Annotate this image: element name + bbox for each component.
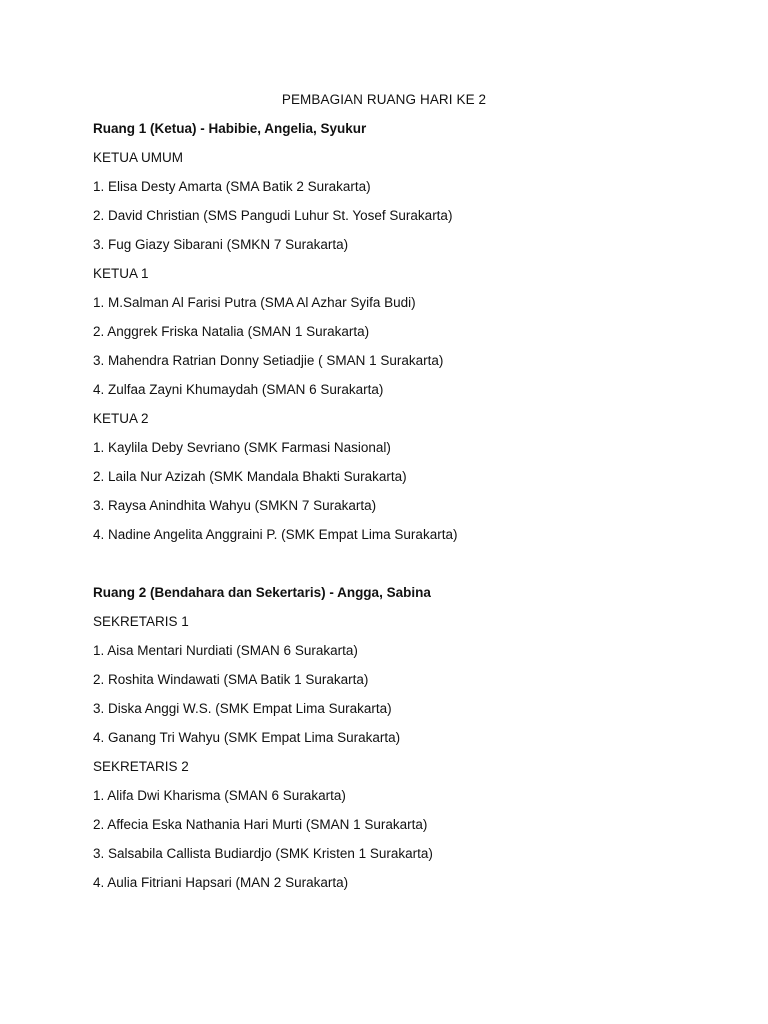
section-sekretaris-1-label: SEKRETARIS 1 xyxy=(93,614,189,629)
document-title: PEMBAGIAN RUANG HARI KE 2 xyxy=(281,92,487,107)
section-sekretaris-2-label: SEKRETARIS 2 xyxy=(93,759,189,774)
list-item: 4. Nadine Angelita Anggraini P. (SMK Empat Lima Surakarta) xyxy=(93,527,458,542)
list-item: 4. Aulia Fitriani Hapsari (MAN 2 Surakarta) xyxy=(93,875,349,890)
list-item: 2. Affecia Eska Nathania Hari Murti (SMAN 1 Surakarta) xyxy=(93,817,428,832)
section-ketua-2-label: KETUA 2 xyxy=(93,411,149,426)
room-2-heading: Ruang 2 (Bendahara dan Sekertaris) - Angga, Sabina xyxy=(93,585,431,600)
list-item: 3. Fug Giazy Sibarani (SMKN 7 Surakarta) xyxy=(93,237,349,252)
list-item: 4. Zulfaa Zayni Khumaydah (SMAN 6 Surakarta) xyxy=(93,382,384,397)
list-item: 1. Elisa Desty Amarta (SMA Batik 2 Surakarta) xyxy=(93,179,371,194)
list-item: 3. Diska Anggi W.S. (SMK Empat Lima Surakarta) xyxy=(93,701,392,716)
list-item: 1. Aisa Mentari Nurdiati (SMAN 6 Surakarta) xyxy=(93,643,358,658)
list-item: 3. Salsabila Callista Budiardjo (SMK Kristen 1 Surakarta) xyxy=(93,846,433,861)
list-item: 3. Raysa Anindhita Wahyu (SMKN 7 Surakarta) xyxy=(93,498,377,513)
section-ketua-umum-label: KETUA UMUM xyxy=(93,150,184,165)
room-separator xyxy=(93,555,733,584)
list-item: 1. Alifa Dwi Kharisma (SMAN 6 Surakarta) xyxy=(93,788,346,803)
room-1-heading: Ruang 1 (Ketua) - Habibie, Angelia, Syukur xyxy=(93,121,367,136)
list-item: 2. Laila Nur Azizah (SMK Mandala Bhakti Surakarta) xyxy=(93,469,407,484)
document-body xyxy=(93,120,733,903)
list-item: 3. Mahendra Ratrian Donny Setiadjie ( SMAN 1 Surakarta) xyxy=(93,353,444,368)
list-item: 4. Ganang Tri Wahyu (SMK Empat Lima Surakarta) xyxy=(93,730,401,745)
list-item: 1. M.Salman Al Farisi Putra (SMA Al Azhar Syifa Budi) xyxy=(93,295,416,310)
list-item: 2. David Christian (SMS Pangudi Luhur St. Yosef Surakarta) xyxy=(93,208,453,223)
list-item: 2. Anggrek Friska Natalia (SMAN 1 Surakarta) xyxy=(93,324,370,339)
section-ketua-1-label: KETUA 1 xyxy=(93,266,149,281)
list-item: 1. Kaylila Deby Sevriano (SMK Farmasi Nasional) xyxy=(93,440,391,455)
list-item: 2. Roshita Windawati (SMA Batik 1 Surakarta) xyxy=(93,672,369,687)
